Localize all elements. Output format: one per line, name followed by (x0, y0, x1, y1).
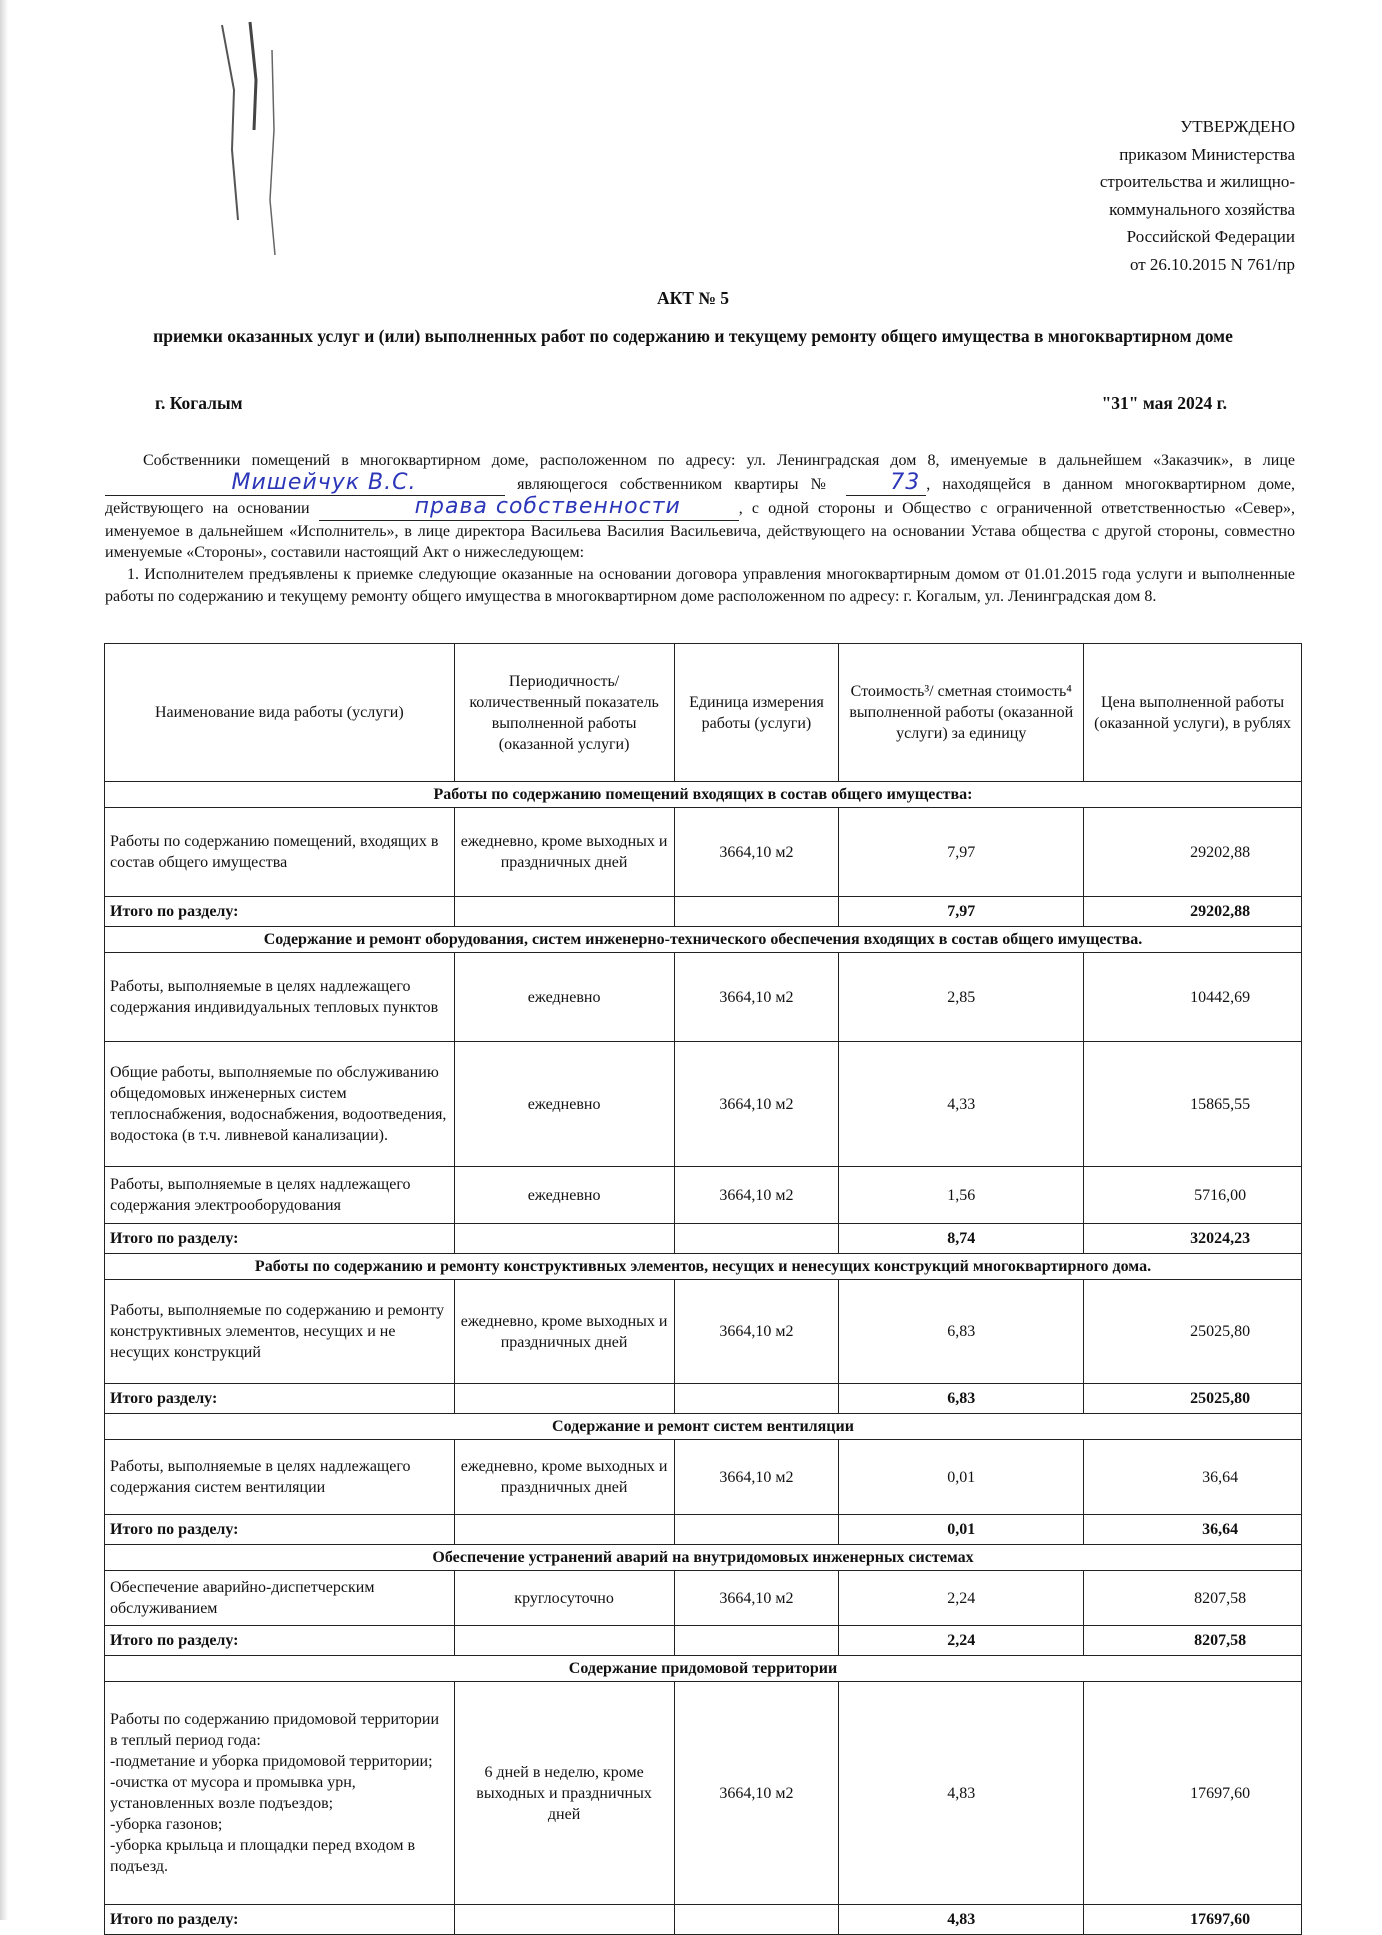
owner-name-field (105, 469, 505, 497)
unit-cell: 3664,10 м2 (674, 1571, 839, 1626)
work-name-cell: Обеспечение аварийно-диспетчерским обслуживанием (105, 1571, 455, 1626)
total-label: Итого по разделу: (105, 897, 455, 927)
intro-text-part: , находящейся в данном многоквартирном доме, действующего на основании (105, 475, 1296, 518)
unit-cell: 3664,10 м2 (674, 808, 839, 897)
unit-cell: 3664,10 м2 (674, 953, 839, 1042)
table-row (105, 1167, 1302, 1224)
intro-text (105, 450, 1295, 607)
total-empty-cell (454, 1515, 674, 1545)
total-label: Итого по разделу: (105, 1515, 455, 1545)
total-unit-cost: 4,83 (839, 1905, 1084, 1935)
total-empty-cell (454, 1384, 674, 1414)
table-row (105, 1280, 1302, 1384)
total-empty-cell (674, 897, 839, 927)
approval-line: коммунального хозяйства (1109, 199, 1295, 219)
approval-line: приказом Министерства (1119, 144, 1295, 164)
periodicity-cell: 6 дней в неделю, кроме выходных и праздничных дней (454, 1682, 674, 1905)
unit-cost-cell: 2,85 (839, 953, 1084, 1042)
total-unit-cost: 0,01 (839, 1515, 1084, 1545)
section-title: Содержание и ремонт систем вентиляции (105, 1414, 1302, 1440)
work-name-cell: Работы, выполняемые в целях надлежащего содержания систем вентиляции (105, 1440, 455, 1515)
section-title-row (105, 1414, 1302, 1440)
total-unit-cost: 6,83 (839, 1384, 1084, 1414)
approval-line: строительства и жилищно- (1099, 172, 1295, 191)
table-body (105, 782, 1302, 1935)
price-cell: 15865,55 (1084, 1042, 1302, 1167)
unit-cost-cell: 4,33 (839, 1042, 1084, 1167)
total-empty-cell (674, 1515, 839, 1545)
section-title: Работы по содержанию и ремонту конструктивных элементов, несущих и ненесущих конструкций многоквартирного дома. (105, 1254, 1302, 1280)
intro-text-part: , с одной стороны и Общество с ограниченной ответственностью «Север», именуемое в дальнейшем «Исполнитель», в лице директора Васильева Василия Васильевича, действующего на основании Устава общества с другой стороны, совместно именуемые «Стороны», составили настоящий Акт о нижеследующем: (105, 500, 1296, 562)
act-subtitle: приемки оказанных услуг и (или) выполненных работ по содержанию и текущему ремонту общего имущества в многоквартирном доме (153, 326, 1233, 346)
section-total-row (105, 1224, 1302, 1254)
price-cell: 10442,69 (1084, 953, 1302, 1042)
periodicity-cell: ежедневно, кроме выходных и праздничных дней (454, 808, 674, 897)
total-price: 17697,60 (1084, 1905, 1302, 1935)
table-row (105, 1440, 1302, 1515)
basis-handwritten: права собственности (414, 494, 681, 520)
works-table (104, 643, 1302, 1935)
section-title: Содержание придомовой территории (105, 1656, 1302, 1682)
price-cell: 29202,88 (1084, 808, 1302, 897)
act-place: г. Когалым (155, 393, 243, 413)
table-row (105, 1682, 1302, 1905)
header-periodicity: Периодичность/ количественный показатель выполненной работы (оказанной услуги) (454, 644, 674, 782)
total-empty-cell (454, 1224, 674, 1254)
total-empty-cell (454, 897, 674, 927)
unit-cell: 3664,10 м2 (674, 1682, 839, 1905)
table-header-row (105, 644, 1302, 782)
periodicity-cell: ежедневно (454, 1167, 674, 1224)
total-price: 29202,88 (1084, 897, 1302, 927)
total-unit-cost: 2,24 (839, 1626, 1084, 1656)
total-unit-cost: 7,97 (839, 897, 1084, 927)
header-unit-cost: Стоимость³/ сметная стоимость⁴ выполненной работы (оказанной услуги) за единицу (839, 644, 1084, 782)
unit-cost-cell: 7,97 (839, 808, 1084, 897)
price-cell: 8207,58 (1084, 1571, 1302, 1626)
approval-line: Российской Федерации (1126, 227, 1295, 246)
section-total-row (105, 897, 1302, 927)
basis-field (319, 496, 739, 521)
section-title-row (105, 927, 1302, 953)
total-label: Итого по разделу: (105, 1224, 455, 1254)
section-title-row (105, 1656, 1302, 1682)
total-empty-cell (674, 1626, 839, 1656)
table-row (105, 1571, 1302, 1626)
apartment-field (846, 469, 926, 497)
header-work-name: Наименование вида работы (услуги) (105, 644, 455, 782)
section-total-row (105, 1626, 1302, 1656)
unit-cost-cell: 2,24 (839, 1571, 1084, 1626)
price-cell: 25025,80 (1084, 1280, 1302, 1384)
scan-edge-shadow (0, 0, 8, 1920)
header-price: Цена выполненной работы (оказанной услуги), в рублях (1084, 644, 1302, 782)
periodicity-cell: ежедневно, кроме выходных и праздничных дней (454, 1280, 674, 1384)
apartment-handwritten: 73 (890, 469, 921, 495)
total-empty-cell (674, 1224, 839, 1254)
price-cell: 5716,00 (1084, 1167, 1302, 1224)
table-row (105, 953, 1302, 1042)
total-label: Итого по разделу: (105, 1905, 455, 1935)
unit-cost-cell: 1,56 (839, 1167, 1084, 1224)
approval-line: УТВЕРЖДЕНО (1180, 117, 1295, 136)
total-price: 8207,58 (1084, 1626, 1302, 1656)
unit-cost-cell: 4,83 (839, 1682, 1084, 1905)
table-row (105, 1042, 1302, 1167)
work-name-cell: Работы, выполняемые в целях надлежащего содержания индивидуальных тепловых пунктов (105, 953, 455, 1042)
periodicity-cell: ежедневно, кроме выходных и праздничных дней (454, 1440, 674, 1515)
unit-cost-cell: 0,01 (839, 1440, 1084, 1515)
work-name-cell: Работы, выполняемые по содержанию и ремонту конструктивных элементов, несущих и не несущих конструкций (105, 1280, 455, 1384)
work-name-cell: Общие работы, выполняемые по обслуживанию общедомовых инженерных систем теплоснабжения, водоснабжения, водоотведения, водостока (в т.ч. ливневой канализации). (105, 1042, 455, 1167)
scan-artifact-marks (212, 20, 282, 280)
owner-handwritten: Мишейчук В.С. (231, 469, 417, 495)
periodicity-cell: ежедневно (454, 1042, 674, 1167)
act-title: АКТ № 5 (656, 288, 730, 308)
unit-cell: 3664,10 м2 (674, 1440, 839, 1515)
unit-cell: 3664,10 м2 (674, 1280, 839, 1384)
unit-cost-cell: 6,83 (839, 1280, 1084, 1384)
total-price: 32024,23 (1084, 1224, 1302, 1254)
total-label: Итого по разделу: (105, 1626, 455, 1656)
intro-paragraph-2: 1. Исполнителем предъявлены к приемке следующие оказанные на основании договора управления многоквартирным домом от 01.01.2015 года услуги и выполненные работы по содержанию и текущему ремонту общего имущества в многоквартирном доме расположенном по адресу: г. Когалым, ул. Ленинградская дом 8. (105, 565, 1295, 605)
work-name-cell: Работы по содержанию придомовой территории в теплый период года: -подметание и уборка придомовой территории; -очистка от мусора и промывка урн, установленных возле подъездов; -уборка газонов; -уборка крыльца и площадки перед входом в подъезд. (105, 1682, 455, 1905)
unit-cell: 3664,10 м2 (674, 1042, 839, 1167)
periodicity-cell: ежедневно (454, 953, 674, 1042)
total-empty-cell (674, 1384, 839, 1414)
price-cell: 36,64 (1084, 1440, 1302, 1515)
price-cell: 17697,60 (1084, 1682, 1302, 1905)
work-name-cell: Работы по содержанию помещений, входящих в состав общего имущества (105, 808, 455, 897)
total-price: 36,64 (1084, 1515, 1302, 1545)
header-unit: Единица измерения работы (услуги) (674, 644, 839, 782)
total-unit-cost: 8,74 (839, 1224, 1084, 1254)
intro-paragraph-1 (105, 450, 1295, 564)
section-title-row (105, 1545, 1302, 1571)
approval-line: от 26.10.2015 N 761/пр (1129, 254, 1295, 274)
unit-cell: 3664,10 м2 (674, 1167, 839, 1224)
section-total-row (105, 1515, 1302, 1545)
total-label: Итого разделу: (105, 1384, 455, 1414)
approval-stamp-block (1100, 113, 1295, 278)
table-row (105, 808, 1302, 897)
section-title: Содержание и ремонт оборудования, систем инженерно-технического обеспечения входящих в состав общего имущества. (105, 927, 1302, 953)
periodicity-cell: круглосуточно (454, 1571, 674, 1626)
work-name-cell: Работы, выполняемые в целях надлежащего содержания электрооборудования (105, 1167, 455, 1224)
act-date: "31" мая 2024 г. (1101, 393, 1227, 413)
section-total-row (105, 1384, 1302, 1414)
intro-text-part: Собственники помещений в многоквартирном доме, расположенном по адресу: ул. Ленинградская дом 8, именуемые в дальнейшем «Заказчик», в лице (143, 452, 1295, 469)
intro-text-part: являющегося собственником квартиры № (517, 475, 835, 493)
section-title-row (105, 782, 1302, 808)
section-title-row (105, 1254, 1302, 1280)
section-title: Обеспечение устранений аварий на внутридомовых инженерных системах (105, 1545, 1302, 1571)
section-title: Работы по содержанию помещений входящих в состав общего имущества: (105, 782, 1302, 808)
total-price: 25025,80 (1084, 1384, 1302, 1414)
total-empty-cell (454, 1626, 674, 1656)
